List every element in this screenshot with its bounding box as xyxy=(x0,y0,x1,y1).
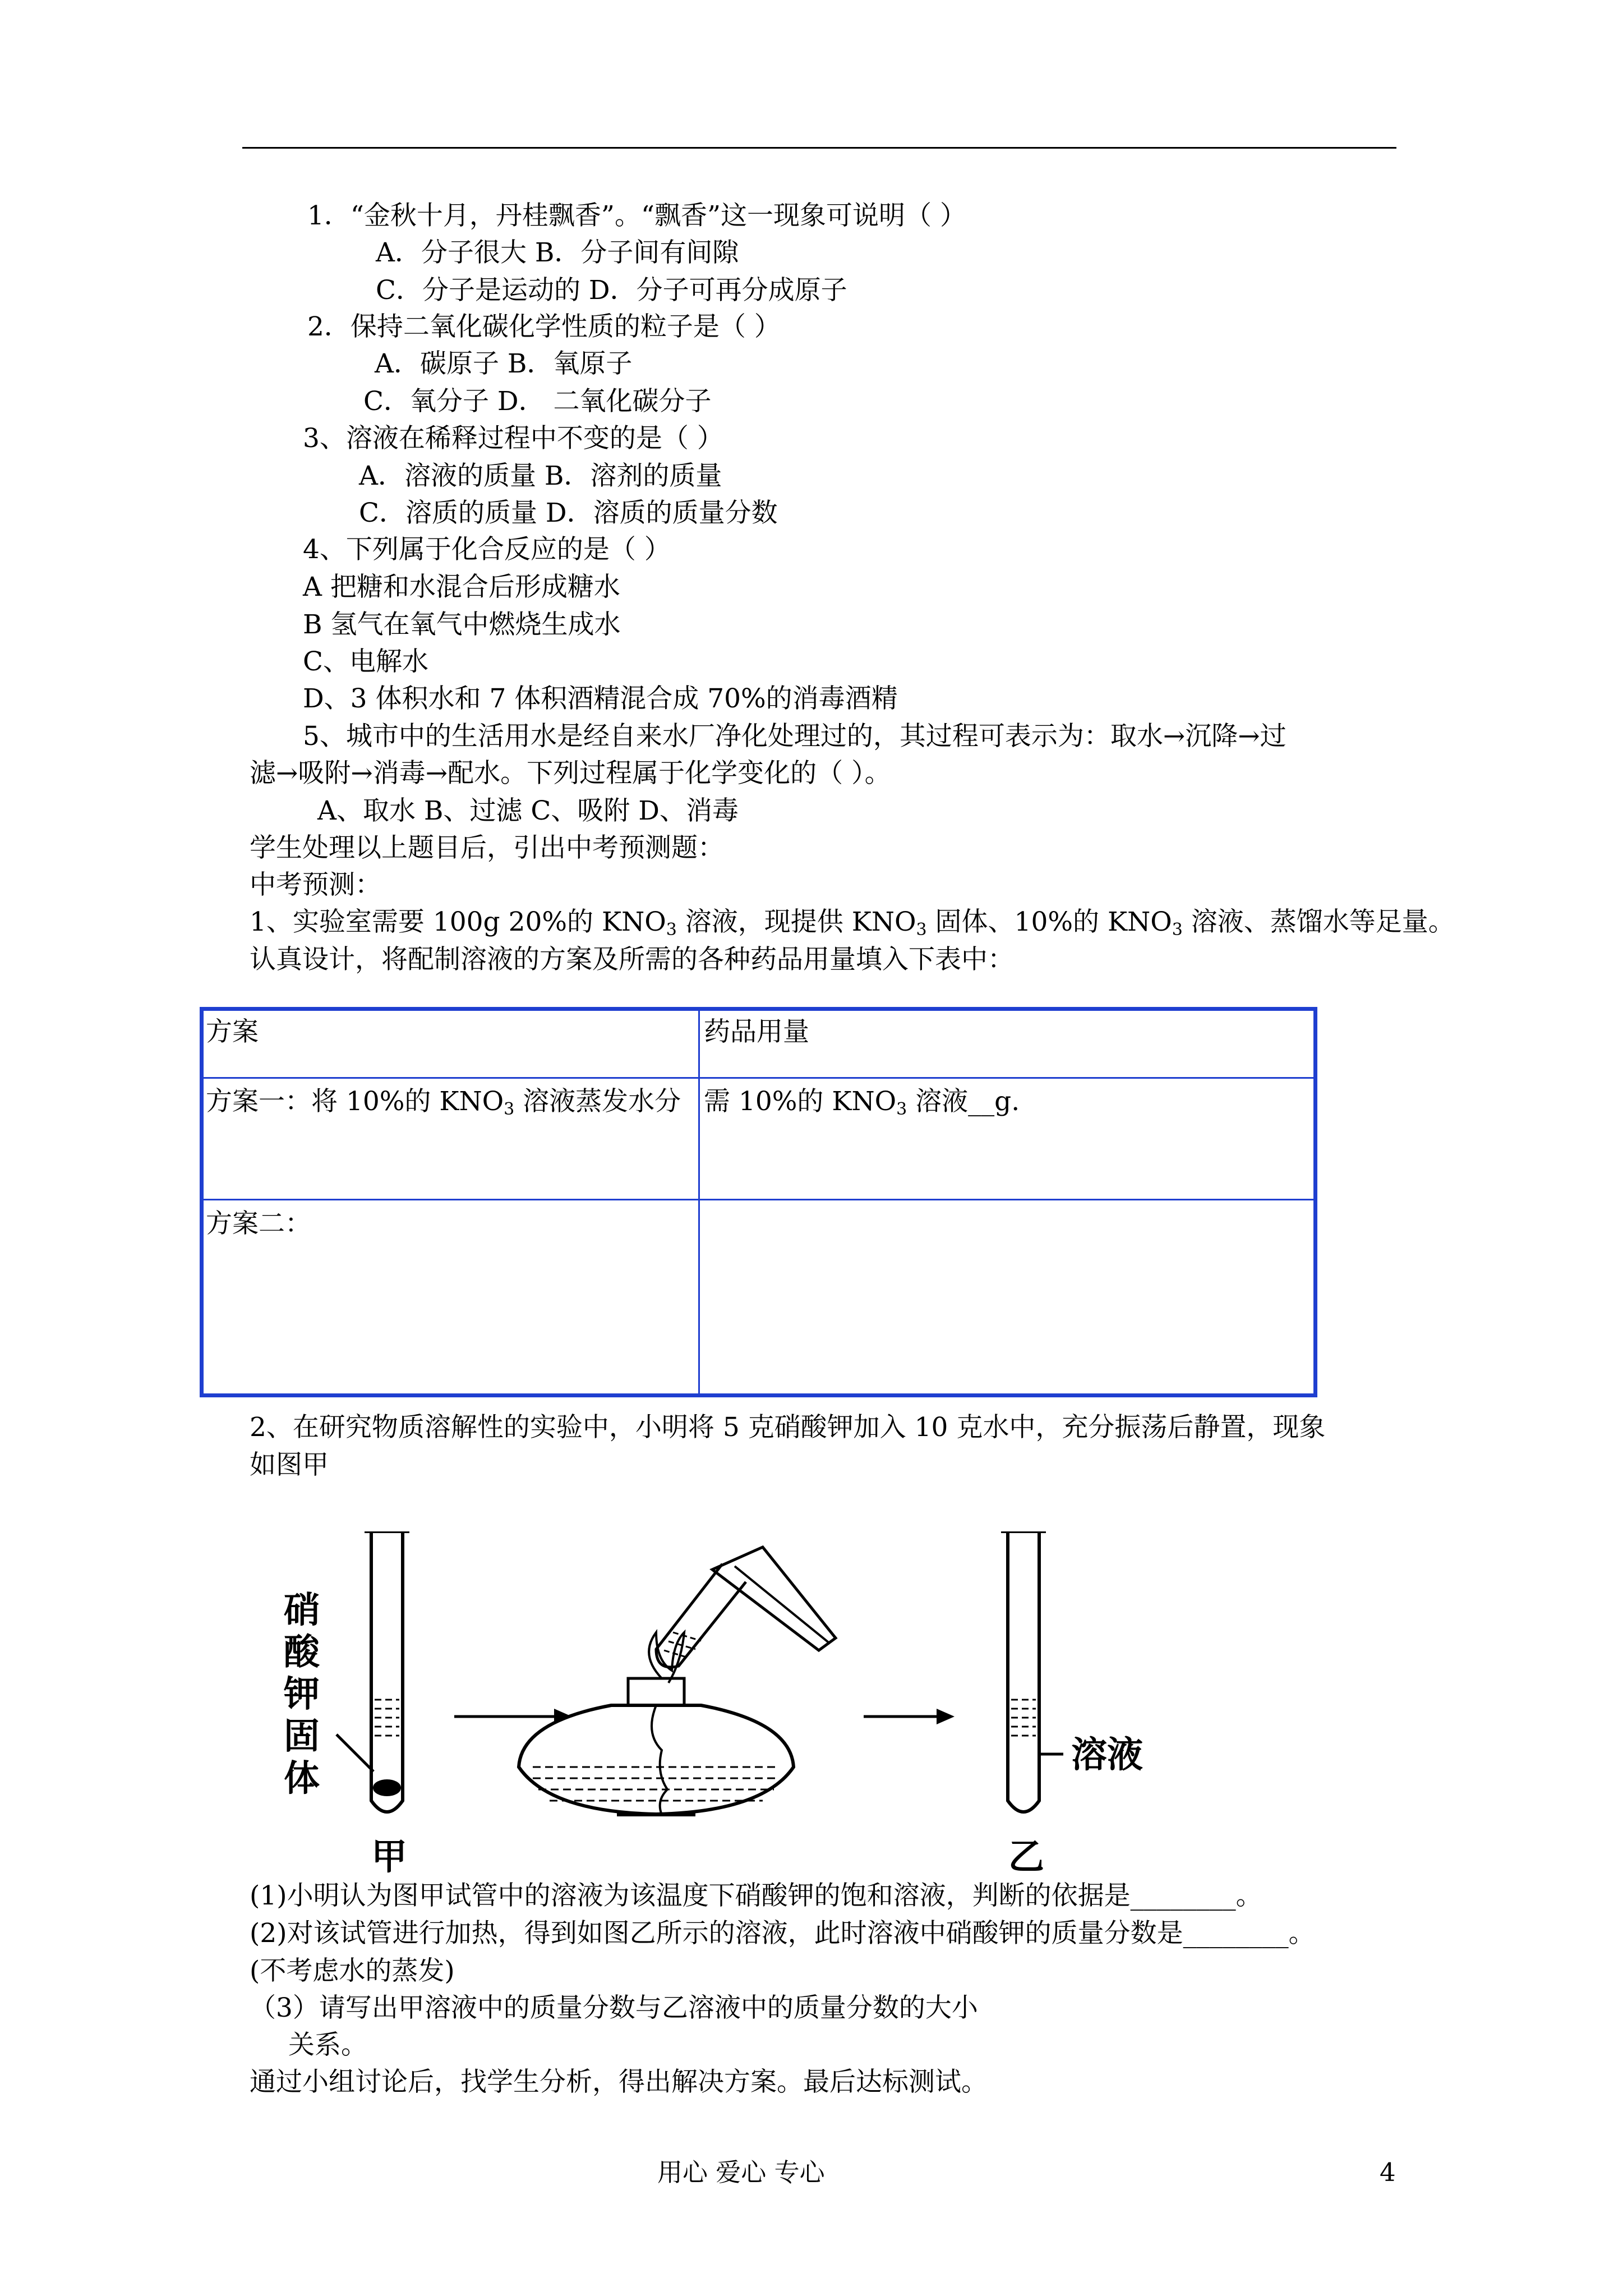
question-5-stem-line1: 5、城市中的生活用水是经自来水厂净化处理过的，其过程可表示为：取水→沉降→过 xyxy=(303,721,1287,752)
prediction-1-line1 xyxy=(250,905,1455,939)
prediction-1-text-d: 溶液、蒸馏水等足量。 xyxy=(1182,907,1455,937)
question-3-stem: 3、溶液在稀释过程中不变的是（ ） xyxy=(303,423,723,454)
closing-text: 通过小组讨论后，找学生分析，得出解决方案。最后达标测试。 xyxy=(250,2067,988,2097)
prediction-1-text-a: 1、实验室需要 100g 20%的 KNO xyxy=(250,907,666,937)
subscript-3: 3 xyxy=(666,920,677,940)
label-solid-char: 硝 xyxy=(284,1590,320,1631)
question-5-stem-line2: 滤→吸附→消毒→配水。下列过程属于化学变化的（ ）。 xyxy=(250,758,891,789)
table-cell-dosage-1 xyxy=(704,1085,1020,1119)
label-solid-char: 钾 xyxy=(284,1674,320,1715)
page-number: 4 xyxy=(1380,2157,1396,2187)
question-1-stem: 1．“金秋十月，丹桂飘香”。“飘香”这一现象可说明（ ） xyxy=(307,200,966,231)
question-3-options-cd: C．溶质的质量 D．溶质的质量分数 xyxy=(359,498,778,528)
dosage-1-text-a: 需 10%的 KNO xyxy=(704,1086,897,1117)
alcohol-lamp-heating xyxy=(519,1547,836,1815)
prediction-2-line2: 如图甲 xyxy=(250,1450,329,1480)
table-cell-plan-2: 方案二： xyxy=(206,1208,311,1239)
transition-text: 学生处理以上题目后，引出中考预测题： xyxy=(250,832,724,863)
test-tube-jia xyxy=(336,1531,409,1812)
label-pointer-line xyxy=(336,1734,374,1772)
subscript-3: 3 xyxy=(1172,920,1183,940)
prediction-2-line1: 2、在研究物质溶解性的实验中，小明将 5 克硝酸钾加入 10 克水中，充分振荡后静置，现象 xyxy=(250,1412,1326,1443)
subquestion-2: (2)对该试管进行加热，得到如图乙所示的溶液，此时溶液中硝酸钾的质量分数是________。 xyxy=(250,1918,1315,1949)
arrow-right-icon xyxy=(864,1709,955,1724)
question-4-option-d: D、3 体积水和 7 体积酒精混合成 70%的消毒酒精 xyxy=(303,683,898,714)
table-cell-plan-1 xyxy=(206,1085,681,1119)
table-column-divider xyxy=(698,1011,700,1393)
section-heading-prediction: 中考预测： xyxy=(250,869,381,900)
plan-1-text-a: 方案一：将 10%的 KNO xyxy=(206,1086,504,1117)
question-4-option-b: B 氢气在氧气中燃烧生成水 xyxy=(303,609,621,640)
solid-crystals xyxy=(375,1781,399,1795)
question-1-options-ab: A．分子很大 B．分子间有间隙 xyxy=(376,237,739,268)
experiment-figure xyxy=(269,1531,1256,1874)
prediction-1-line2: 认真设计，将配制溶液的方案及所需的各种药品用量填入下表中： xyxy=(250,944,1014,975)
test-tube-yi xyxy=(1001,1531,1063,1812)
question-1-options-cd: C．分子是运动的 D．分子可再分成原子 xyxy=(376,275,847,306)
plan-table xyxy=(200,1007,1317,1397)
plan-1-text-b: 溶液蒸发水分 xyxy=(514,1086,681,1117)
question-3-options-ab: A．溶液的质量 B．溶剂的质量 xyxy=(359,461,722,491)
label-yi: 乙 xyxy=(1008,1837,1044,1874)
label-solid-char: 酸 xyxy=(284,1632,320,1673)
subquestion-2-note: (不考虑水的蒸发) xyxy=(250,1955,455,1986)
label-solid-char: 体 xyxy=(284,1758,320,1800)
subquestion-1: (1)小明认为图甲试管中的溶液为该温度下硝酸钾的饱和溶液，判断的依据是________。 xyxy=(250,1880,1262,1911)
table-header-plan: 方案 xyxy=(206,1016,259,1047)
question-4-stem: 4、下列属于化合反应的是（ ） xyxy=(303,534,671,565)
prediction-1-text-b: 溶液，现提供 KNO xyxy=(676,907,916,937)
dosage-1-text-b: 溶液__g. xyxy=(907,1086,1020,1117)
footer-motto: 用心 爱心 专心 xyxy=(657,2157,825,2187)
label-solution: 溶液 xyxy=(1071,1734,1143,1776)
prediction-1-text-c: 固体、10%的 KNO xyxy=(926,907,1172,937)
label-jia: 甲 xyxy=(371,1837,407,1874)
question-2-stem: 2．保持二氧化碳化学性质的粒子是（ ） xyxy=(307,311,781,342)
subquestion-3: （3）请写出甲溶液中的质量分数与乙溶液中的质量分数的大小 xyxy=(250,1993,978,2023)
subscript-3: 3 xyxy=(896,1099,907,1119)
label-solid-char: 固 xyxy=(284,1716,320,1757)
table-row-divider xyxy=(204,1077,1313,1079)
question-5-options: A、取水 B、过滤 C、吸附 D、消毒 xyxy=(317,795,739,826)
question-2-options-ab: A．碳原子 B．氧原子 xyxy=(375,348,633,379)
question-2-options-cd: C．氧分子 D． 二氧化碳分子 xyxy=(363,386,712,417)
question-4-option-c: C、电解水 xyxy=(303,646,428,677)
subscript-3: 3 xyxy=(916,920,927,940)
table-row-divider xyxy=(204,1199,1313,1200)
subscript-3: 3 xyxy=(504,1099,515,1119)
table-header-dosage: 药品用量 xyxy=(704,1016,809,1047)
subquestion-3-cont: 关系。 xyxy=(288,2030,367,2060)
header-rule xyxy=(242,147,1396,149)
question-4-option-a: A 把糖和水混合后形成糖水 xyxy=(303,572,620,602)
